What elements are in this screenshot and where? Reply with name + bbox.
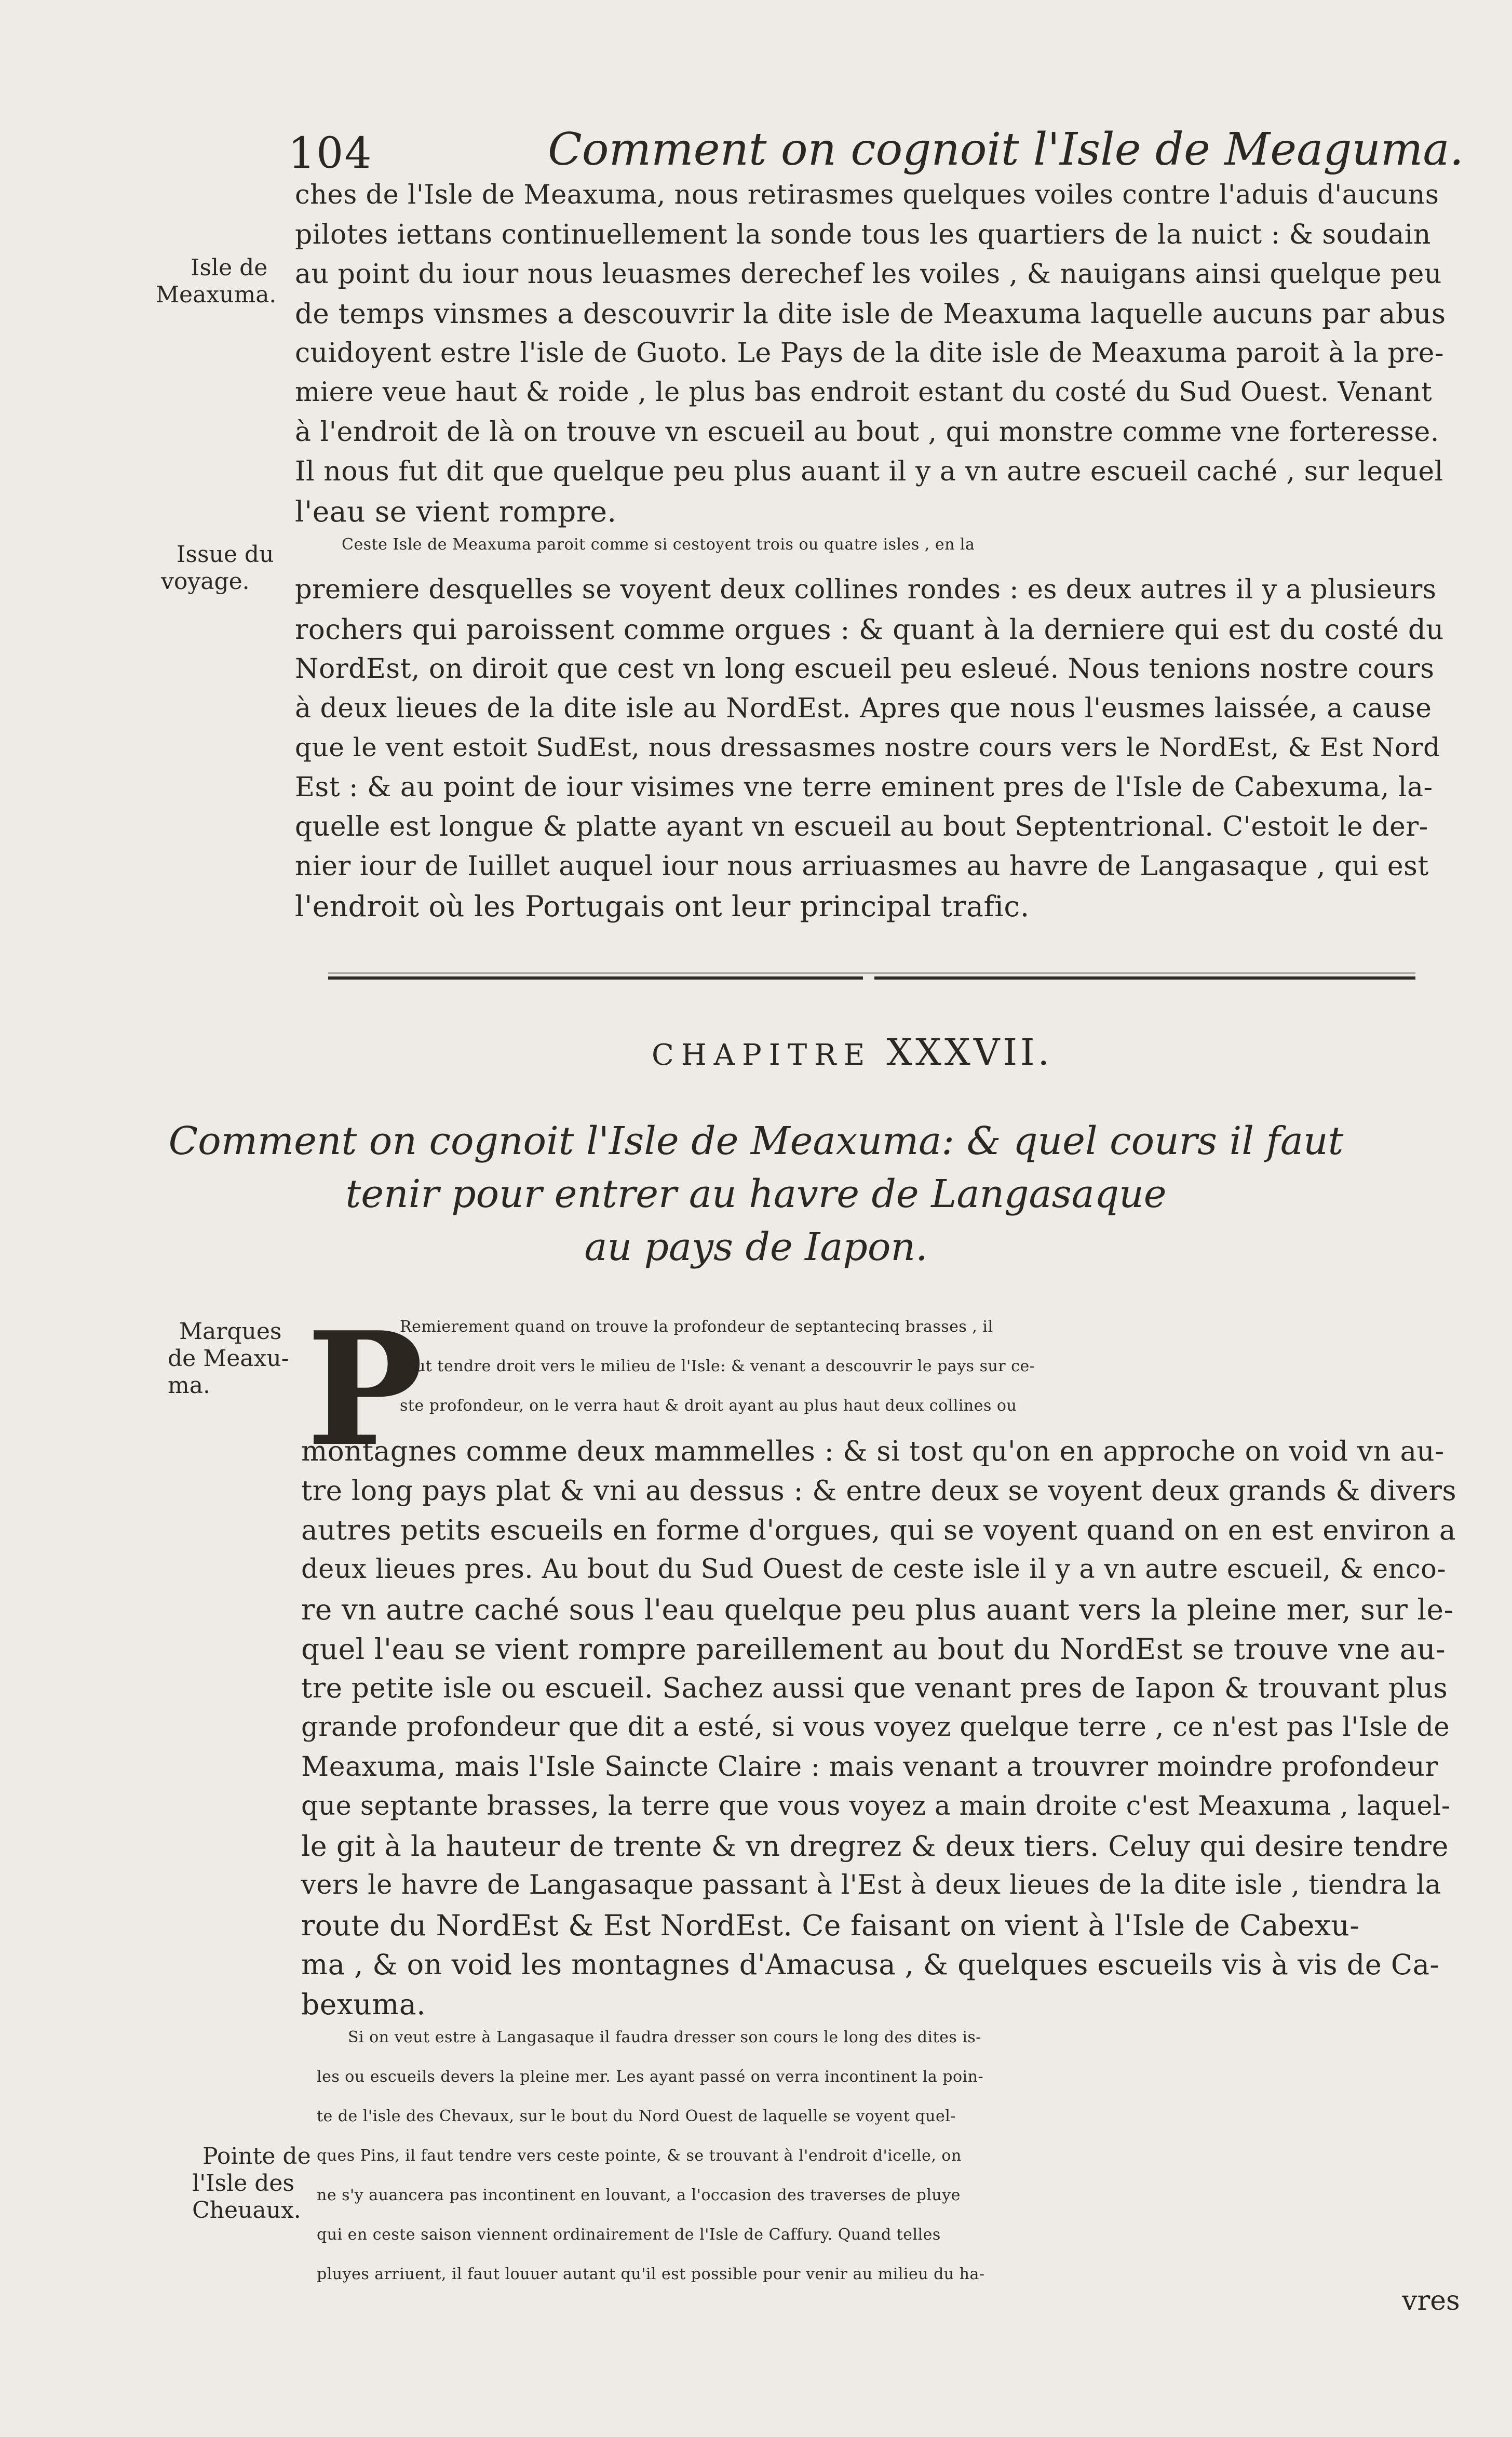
text-line: que septante brasses, la terre que vous voyez a main droite c'est Meaxuma , laquel- (301, 1791, 1451, 1822)
body-text-block-1 (295, 180, 1448, 923)
catchword: vres (1402, 2285, 1460, 2317)
chapter-label: CHAPITRE (652, 1038, 872, 1072)
text-line: l'eau se vient rompre. (295, 495, 617, 528)
margin-note-pointe-isle-des-cheuaux: Pointe de l'Isle des Cheuaux. (192, 2143, 311, 2224)
section-rule-left (328, 976, 863, 980)
text-line: tre long pays plat & vni au dessus : & entre deux se voyent deux grands & divers (301, 1475, 1457, 1507)
text-line: rochers qui paroissent comme orgues : & quant à la derniere qui est du costé du (295, 614, 1444, 646)
text-line: Meaxuma, mais l'Isle Saincte Claire : mais venant a trouvrer moindre profondeur (301, 1751, 1438, 1783)
text-line: à l'endroit de là on trouve vn escueil au bout , qui monstre comme vne forteresse. (295, 417, 1439, 448)
section-rule-underline (328, 972, 1415, 974)
text-line: à deux lieues de la dite isle au NordEst. Apres que nous l'eusmes laissée, a cause (295, 693, 1432, 724)
chapter-title-line: au pays de Iapon. (584, 1225, 928, 1269)
chapter-title-line: Comment on cognoit l'Isle de Meaxuma: & quel cours il faut (168, 1119, 1344, 1163)
text-line: ste profondeur, on le verra haut & droit ayant au plus haut deux collines ou (400, 1397, 1017, 1415)
text-line: te de l'isle des Chevaux, sur le bout du Nord Ouest de laquelle se voyent quel- (317, 2107, 956, 2125)
text-line: quelle est longue & platte ayant vn escueil au bout Septentrional. C'estoit le der- (295, 811, 1428, 842)
text-line: route du NordEst & Est NordEst. Ce faisant on vient à l'Isle de Cabexu- (301, 1909, 1360, 1942)
text-line: miere veue haut & roide , le plus bas endroit estant du costé du Sud Ouest. Venant (295, 377, 1433, 408)
text-line: quel l'eau se vient rompre pareillement au bout du NordEst se trouve vne au- (301, 1632, 1446, 1666)
text-line: nier iour de Iuillet auquel iour nous arriuasmes au havre de Langasaque , qui est (295, 851, 1429, 882)
text-line: Remierement quand on trouve la profondeur de septantecinq brasses , il (400, 1318, 993, 1336)
text-line: ma , & on void les montagnes d'Amacusa , & quelques escueils vis à vis de Ca- (301, 1948, 1440, 1981)
text-line: re vn autre caché sous l'eau quelque peu plus auant vers la pleine mer, sur le- (301, 1593, 1454, 1626)
chapter-number: XXXVII. (886, 1031, 1052, 1074)
text-line: tre petite isle ou escueil. Sachez aussi que venant pres de Iapon & trouvant plus (301, 1672, 1448, 1704)
text-line: l'endroit où les Portugais ont leur principal trafic. (295, 890, 1030, 923)
text-line: les ou escueils devers la pleine mer. Les ayant passé on verra incontinent la poin- (317, 2068, 984, 2086)
text-line: Ceste Isle de Meaxuma paroit comme si cestoyent trois ou quatre isles , en la (342, 535, 975, 554)
chapter-title-line: tenir pour entrer au havre de Langasaque (345, 1172, 1167, 1216)
chapter-heading (652, 1031, 1052, 1074)
text-line: vers le havre de Langasaque passant à l'Est à deux lieues de la dite isle , tiendra la (301, 1870, 1441, 1900)
running-title: Comment on cognoit l'Isle de Meaguma. (548, 124, 1464, 176)
text-line: autres petits escueils en forme d'orgues, qui se voyent quand on en est environ a (301, 1515, 1456, 1546)
text-line: le git à la hauteur de trente & vn dregrez & deux tiers. Celuy qui desire tendre (301, 1830, 1449, 1863)
text-line: pluyes arriuent, il faut louuer autant qu'il est possible pour venir au milieu du ha- (317, 2265, 985, 2283)
page-number: 104 (288, 129, 373, 178)
text-line: montagnes comme deux mammelles : & si tost qu'on en approche on void vn au- (301, 1436, 1445, 1467)
text-line: au point du iour nous leuasmes derechef les voiles , & nauigans ainsi quelque peu (295, 259, 1442, 290)
margin-note-marques-de-meaxuma: Marques de Meaxu- ma. (168, 1318, 289, 1399)
text-line: que le vent estoit SudEst, nous dressasmes nostre cours vers le NordEst, & Est Nord (295, 732, 1440, 762)
text-line: ne s'y auancera pas incontinent en louvant, a l'occasion des traverses de pluye (317, 2186, 961, 2204)
text-line: bexuma. (301, 1988, 426, 2021)
margin-note-isle-de-meaxuma: Isle de Meaxuma. (156, 255, 277, 308)
page-header (288, 118, 1464, 186)
text-line: cuidoyent estre l'isle de Guoto. Le Pays de la dite isle de Meaxuma paroit à la pre- (295, 338, 1445, 369)
text-line: de temps vinsmes a descouvrir la dite isle de Meaxuma laquelle aucuns par abus (295, 298, 1446, 330)
text-line: Est : & au point de iour visimes vne terre eminent pres de l'Isle de Cabexuma, la- (295, 772, 1433, 803)
text-line: premiere desquelles se voyent deux collines rondes : es deux autres il y a plusieurs (295, 574, 1437, 605)
text-line: grande profondeur que dit a esté, si vous voyez quelque terre , ce n'est pas l'Isle de (301, 1712, 1450, 1743)
section-rule-right (874, 976, 1415, 980)
text-line: qui en ceste saison viennent ordinairement de l'Isle de Caffury. Quand telles (317, 2226, 941, 2244)
text-line: Il nous fut dit que quelque peu plus auant il y a vn autre escueil caché , sur lequel (295, 456, 1443, 487)
drop-cap: P (306, 1297, 424, 1481)
text-line: deux lieues pres. Au bout du Sud Ouest de ceste isle il y a vn autre escueil, & enco- (301, 1554, 1447, 1585)
text-line: ches de l'Isle de Meaxuma, nous retirasmes quelques voiles contre l'aduis d'aucuns (295, 180, 1439, 210)
text-line: faut tendre droit vers le milieu de l'Isle: & venant a descouvrir le pays sur ce- (400, 1357, 1035, 1375)
text-line: ques Pins, il faut tendre vers ceste pointe, & se trouvant à l'endroit d'icelle, on (317, 2147, 962, 2165)
text-line: pilotes iettans continuellement la sonde tous les quartiers de la nuict : & soudain (295, 219, 1431, 250)
body-text-block-2 (301, 1297, 1459, 2348)
text-line: Si on veut estre à Langasaque il faudra dresser son cours le long des dites is- (348, 2028, 981, 2046)
margin-note-issue-du-voyage: Issue du voyage. (161, 541, 274, 595)
text-line: NordEst, on diroit que cest vn long escueil peu esleué. Nous tenions nostre cours (295, 653, 1435, 685)
